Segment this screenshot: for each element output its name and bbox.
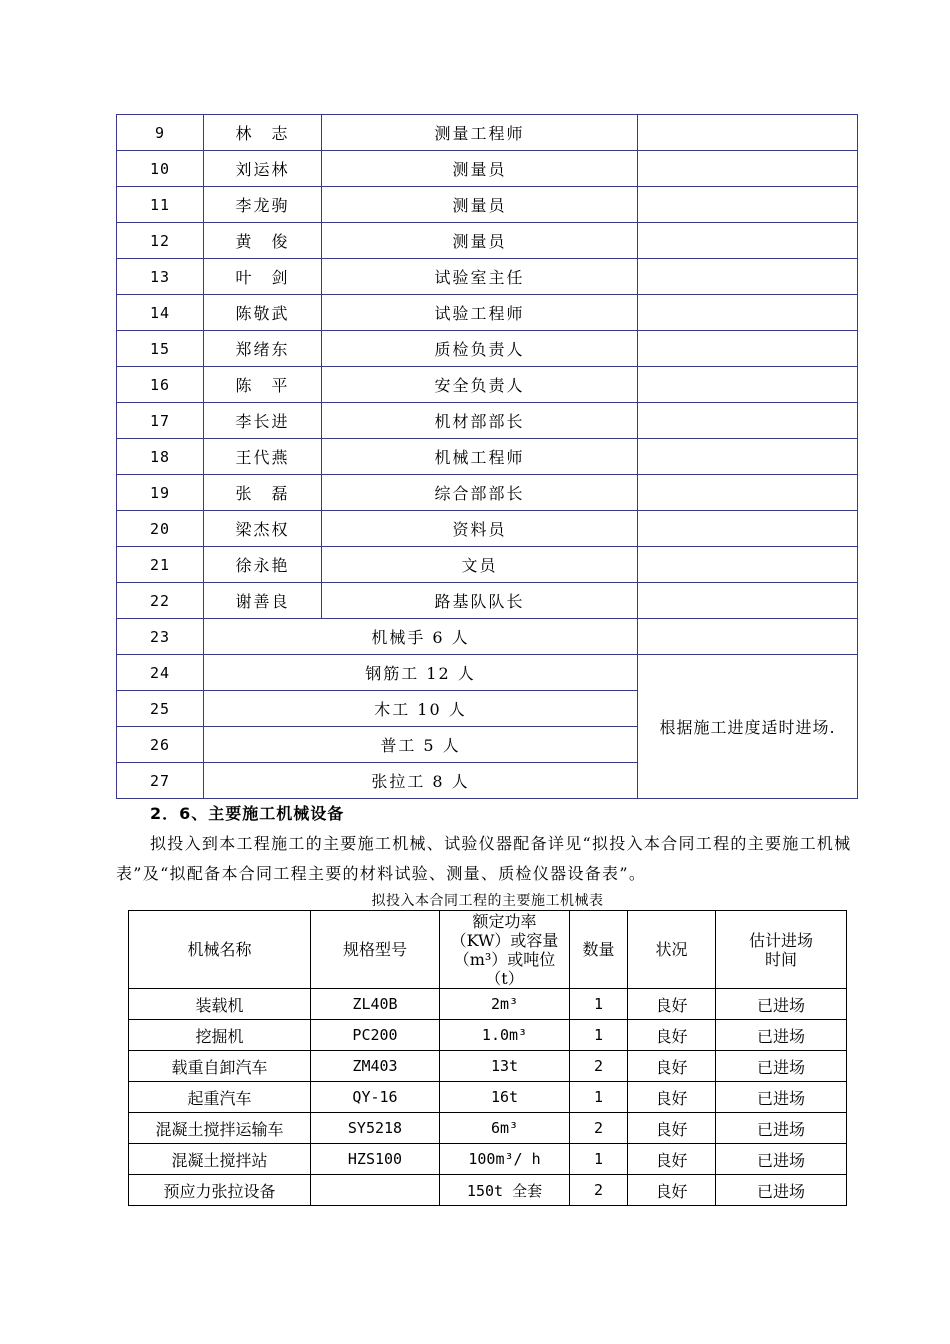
staff-role: 机械工程师 (322, 439, 638, 475)
staff-row (117, 547, 858, 583)
staff-name: 郑绪东 (204, 331, 322, 367)
machine-name: 装载机 (129, 989, 311, 1020)
row-number: 16 (117, 367, 204, 403)
staff-role: 质检负责人 (322, 331, 638, 367)
machine-model: PC200 (311, 1020, 440, 1051)
machine-arrival: 已进场 (716, 1175, 847, 1206)
staff-name: 梁杰权 (204, 511, 322, 547)
row-number: 18 (117, 439, 204, 475)
staff-row (117, 151, 858, 187)
row-number: 27 (117, 763, 204, 799)
staff-role: 安全负责人 (322, 367, 638, 403)
staff-name: 陈 平 (204, 367, 322, 403)
machine-name: 载重自卸汽车 (129, 1051, 311, 1082)
machine-arrival: 已进场 (716, 989, 847, 1020)
remark-cell (638, 403, 858, 439)
machine-status: 良好 (628, 989, 716, 1020)
machine-quantity: 1 (570, 989, 628, 1020)
staff-name: 李龙驹 (204, 187, 322, 223)
staff-row (117, 187, 858, 223)
row-number: 17 (117, 403, 204, 439)
machine-status: 良好 (628, 1113, 716, 1144)
staff-name: 李长进 (204, 403, 322, 439)
staff-row (117, 475, 858, 511)
section-heading: 2．6、主要施工机械设备 (150, 804, 345, 823)
row-number: 22 (117, 583, 204, 619)
machine-status: 良好 (628, 1020, 716, 1051)
machine-name: 起重汽车 (129, 1082, 311, 1113)
remark-cell (638, 511, 858, 547)
remark-cell (638, 259, 858, 295)
machinery-row (129, 989, 847, 1020)
header-cell: 规格型号 (311, 911, 440, 989)
worker-row (117, 655, 858, 691)
machine-status: 良好 (628, 1175, 716, 1206)
header-cell: 额定功率（KW）或容量（m³）或吨位（t） (440, 911, 570, 989)
staff-row (117, 331, 858, 367)
machinery-row (129, 1082, 847, 1113)
machine-name: 混凝土搅拌运输车 (129, 1113, 311, 1144)
machine-model: SY5218 (311, 1113, 440, 1144)
staff-name: 刘运林 (204, 151, 322, 187)
machine-capacity: 2m³ (440, 989, 570, 1020)
header-cell: 机械名称 (129, 911, 311, 989)
staff-role: 文员 (322, 547, 638, 583)
row-number: 24 (117, 655, 204, 691)
row-number: 20 (117, 511, 204, 547)
machine-capacity: 1.0m³ (440, 1020, 570, 1051)
header-cell: 估计进场时间 (716, 911, 847, 989)
staff-name: 林 志 (204, 115, 322, 151)
staff-row (117, 511, 858, 547)
remark-cell (638, 439, 858, 475)
remark-cell (638, 475, 858, 511)
machinery-table (128, 910, 847, 1206)
machinery-row (129, 1020, 847, 1051)
machine-arrival: 已进场 (716, 1051, 847, 1082)
row-number: 25 (117, 691, 204, 727)
machinery-table-caption: 拟投入本合同工程的主要施工机械表 (371, 893, 604, 909)
machine-model: HZS100 (311, 1144, 440, 1175)
machine-arrival: 已进场 (716, 1144, 847, 1175)
machine-name: 混凝土搅拌站 (129, 1144, 311, 1175)
worker-description: 木工 10 人 (204, 691, 638, 727)
staff-name: 陈敬武 (204, 295, 322, 331)
staff-table (116, 114, 858, 799)
staff-row (117, 223, 858, 259)
worker-row (117, 619, 858, 655)
remark-cell (638, 223, 858, 259)
staff-role: 路基队队长 (322, 583, 638, 619)
remark-cell (638, 331, 858, 367)
machinery-row (129, 1175, 847, 1206)
remark-cell (638, 151, 858, 187)
staff-name: 谢善良 (204, 583, 322, 619)
row-number: 9 (117, 115, 204, 151)
staff-row (117, 295, 858, 331)
remark-cell (638, 619, 858, 655)
remark-cell (638, 367, 858, 403)
machine-quantity: 1 (570, 1082, 628, 1113)
machine-status: 良好 (628, 1144, 716, 1175)
machine-arrival: 已进场 (716, 1113, 847, 1144)
staff-role: 测量工程师 (322, 115, 638, 151)
row-number: 26 (117, 727, 204, 763)
machine-status: 良好 (628, 1082, 716, 1113)
machine-status: 良好 (628, 1051, 716, 1082)
machine-arrival: 已进场 (716, 1020, 847, 1051)
machine-quantity: 2 (570, 1051, 628, 1082)
machine-quantity: 2 (570, 1113, 628, 1144)
row-number: 15 (117, 331, 204, 367)
row-number: 11 (117, 187, 204, 223)
machinery-header-row (129, 911, 847, 989)
staff-role: 测量员 (322, 187, 638, 223)
machine-capacity: 13t (440, 1051, 570, 1082)
machinery-row (129, 1051, 847, 1082)
staff-row (117, 439, 858, 475)
machine-quantity: 2 (570, 1175, 628, 1206)
machine-model: ZL40B (311, 989, 440, 1020)
machinery-table-body (129, 911, 847, 1206)
remark-cell (638, 295, 858, 331)
header-cell: 状况 (628, 911, 716, 989)
remark-cell: 根据施工进度适时进场. (638, 655, 858, 799)
staff-row (117, 259, 858, 295)
staff-row (117, 403, 858, 439)
staff-table-body (117, 115, 858, 799)
row-number: 19 (117, 475, 204, 511)
worker-description: 机械手 6 人 (204, 619, 638, 655)
machine-capacity: 6m³ (440, 1113, 570, 1144)
row-number: 13 (117, 259, 204, 295)
worker-description: 张拉工 8 人 (204, 763, 638, 799)
staff-row (117, 115, 858, 151)
header-cell: 数量 (570, 911, 628, 989)
staff-name: 叶 剑 (204, 259, 322, 295)
machinery-row (129, 1113, 847, 1144)
remark-cell (638, 187, 858, 223)
staff-role: 测量员 (322, 151, 638, 187)
intro-paragraph: 拟投入到本工程施工的主要施工机械、试验仪器配备详见“拟投入本合同工程的主要施工机械表”及“拟配备本合同工程主要的材料试验、测量、质检仪器设备表”。 (116, 834, 852, 883)
machine-capacity: 100m³/ h (440, 1144, 570, 1175)
machine-name: 预应力张拉设备 (129, 1175, 311, 1206)
staff-role: 资料员 (322, 511, 638, 547)
machine-arrival: 已进场 (716, 1082, 847, 1113)
row-number: 14 (117, 295, 204, 331)
staff-row (117, 367, 858, 403)
remark-cell (638, 115, 858, 151)
machine-capacity: 150t 全套 (440, 1175, 570, 1206)
machine-model (311, 1175, 440, 1206)
remark-cell (638, 547, 858, 583)
staff-name: 徐永艳 (204, 547, 322, 583)
machine-quantity: 1 (570, 1020, 628, 1051)
row-number: 21 (117, 547, 204, 583)
machine-model: ZM403 (311, 1051, 440, 1082)
staff-role: 试验室主任 (322, 259, 638, 295)
row-number: 23 (117, 619, 204, 655)
row-number: 12 (117, 223, 204, 259)
remark-cell (638, 583, 858, 619)
worker-description: 钢筋工 12 人 (204, 655, 638, 691)
staff-row (117, 583, 858, 619)
machine-name: 挖掘机 (129, 1020, 311, 1051)
staff-role: 综合部部长 (322, 475, 638, 511)
staff-name: 黄 俊 (204, 223, 322, 259)
staff-name: 张 磊 (204, 475, 322, 511)
staff-role: 机材部部长 (322, 403, 638, 439)
machine-quantity: 1 (570, 1144, 628, 1175)
staff-name: 王代燕 (204, 439, 322, 475)
staff-role: 测量员 (322, 223, 638, 259)
staff-role: 试验工程师 (322, 295, 638, 331)
worker-description: 普工 5 人 (204, 727, 638, 763)
row-number: 10 (117, 151, 204, 187)
machinery-row (129, 1144, 847, 1175)
machine-capacity: 16t (440, 1082, 570, 1113)
machine-model: QY-16 (311, 1082, 440, 1113)
